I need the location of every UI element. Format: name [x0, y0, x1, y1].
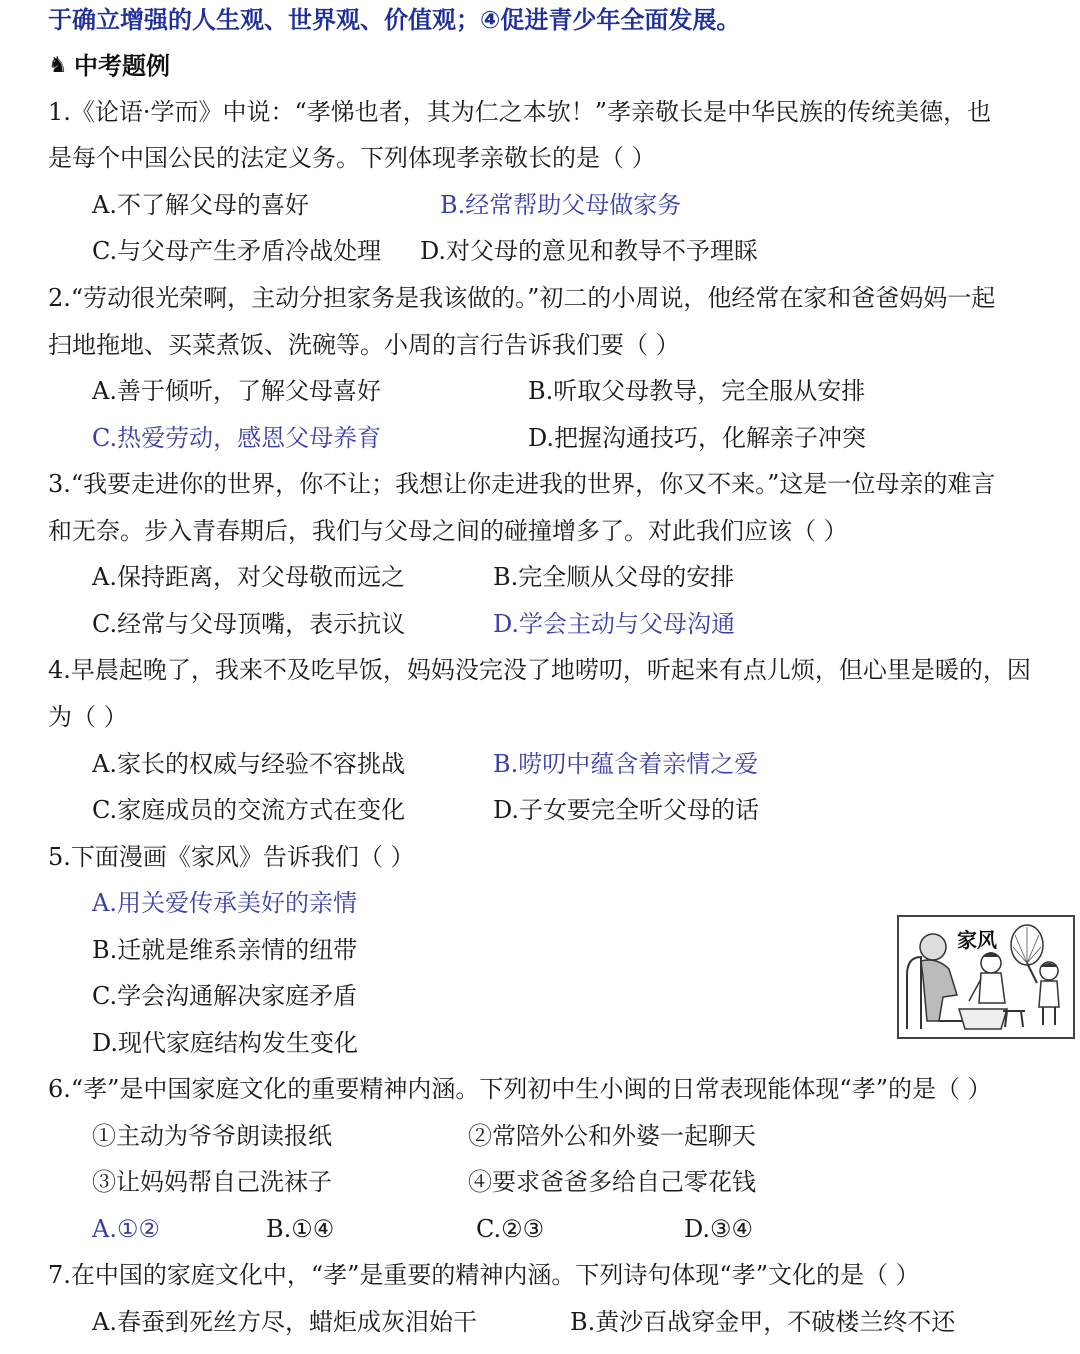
q7-option-a[interactable]: A.春蚕到死丝方尽，蜡炬成灰泪始干: [92, 1308, 477, 1336]
question-7-line-1: 7.在中国的家庭文化中，“孝”是重要的精神内涵。下列诗句体现“孝”文化的是（ ）: [48, 1261, 920, 1289]
q1-option-a[interactable]: A.不了解父母的喜好: [92, 191, 309, 219]
q5-option-b[interactable]: B.迁就是维系亲情的纽带: [92, 936, 358, 964]
question-3-line-1: 3.“我要走进你的世界，你不让；我想让你走进我的世界，你又不来。”这是一位母亲的难言: [48, 470, 996, 498]
section-heading: [48, 50, 170, 82]
q4-option-d[interactable]: D.子女要完全听父母的话: [493, 796, 760, 824]
q5-option-a[interactable]: A.用关爱传承美好的亲情: [92, 889, 357, 917]
question-3-line-2: 和无奈。步入青春期后，我们与父母之间的碰撞增多了。对此我们应该（ ）: [48, 517, 848, 545]
chess-knight-icon: ♞: [48, 53, 68, 78]
q2-option-b[interactable]: B.听取父母教导，完全服从安排: [528, 377, 866, 405]
q2-option-c[interactable]: C.热爱劳动，感恩父母养育: [92, 424, 382, 452]
q4-option-a[interactable]: A.家长的权威与经验不容挑战: [92, 750, 405, 778]
q2-option-a[interactable]: A.善于倾听，了解父母喜好: [92, 377, 381, 405]
q5-option-d[interactable]: D.现代家庭结构发生变化: [92, 1029, 359, 1057]
q3-option-a[interactable]: A.保持距离，对父母敬而远之: [92, 563, 405, 591]
q3-option-c[interactable]: C.经常与父母顶嘴，表示抗议: [92, 610, 406, 638]
question-4-line-1: 4.早晨起晚了，我来不及吃早饭，妈妈没完没了地唠叨，听起来有点儿烦，但心里是暖的，因: [48, 656, 1031, 684]
question-5-line-1: 5.下面漫画《家风》告诉我们（ ）: [48, 843, 415, 871]
q6-option-a[interactable]: A.①②: [92, 1215, 160, 1243]
q6-statement-2: ②常陪外公和外婆一起聊天: [468, 1122, 756, 1150]
q3-option-b[interactable]: B.完全顺从父母的安排: [493, 563, 735, 591]
q4-option-c[interactable]: C.家庭成员的交流方式在变化: [92, 796, 406, 824]
q6-statement-4: ④要求爸爸多给自己零花钱: [468, 1168, 756, 1196]
q6-option-c[interactable]: C.②③: [476, 1215, 545, 1243]
q6-option-b[interactable]: B.①④: [266, 1215, 335, 1243]
family-style-comic: [897, 915, 1075, 1039]
q1-option-d[interactable]: D.对父母的意见和教导不予理睬: [420, 237, 759, 265]
question-1-line-2: 是每个中国公民的法定义务。下列体现孝亲敬长的是（ ）: [48, 144, 656, 172]
question-4-line-2: 为（ ）: [48, 703, 128, 731]
section-title: 中考题例: [74, 52, 170, 80]
question-1-line-1: 1.《论语·学而》中说：“孝悌也者，其为仁之本欤！”孝亲敬长是中华民族的传统美德，也: [48, 98, 992, 126]
q2-option-d[interactable]: D.把握沟通技巧，化解亲子冲突: [528, 424, 867, 452]
q5-option-c[interactable]: C.学会沟通解决家庭矛盾: [92, 982, 358, 1010]
q1-option-c[interactable]: C.与父母产生矛盾冷战处理: [92, 237, 382, 265]
q4-option-b[interactable]: B.唠叨中蕴含着亲情之爱: [493, 750, 759, 778]
question-2-line-2: 扫地拖地、买菜煮饭、洗碗等。小周的言行告诉我们要（ ）: [48, 331, 680, 359]
intro-text: 于确立增强的人生观、世界观、价值观；④促进青少年全面发展。: [48, 6, 741, 34]
question-6-line-1: 6.“孝”是中国家庭文化的重要精神内涵。下列初中生小闽的日常表现能体现“孝”的是（ ）: [48, 1075, 992, 1103]
q7-option-b[interactable]: B.黄沙百战穿金甲，不破楼兰终不还: [570, 1308, 956, 1336]
q6-option-d[interactable]: D.③④: [684, 1215, 754, 1243]
comic-caption: 家风: [957, 928, 997, 952]
q6-statement-1: ①主动为爷爷朗读报纸: [92, 1122, 332, 1150]
q3-option-d[interactable]: D.学会主动与父母沟通: [493, 610, 736, 638]
q6-statement-3: ③让妈妈帮自己洗袜子: [92, 1168, 332, 1196]
question-2-line-1: 2.“劳动很光荣啊，主动分担家务是我该做的。”初二的小周说，他经常在家和爸爸妈妈一起: [48, 284, 996, 312]
q1-option-b[interactable]: B.经常帮助父母做家务: [440, 191, 682, 219]
